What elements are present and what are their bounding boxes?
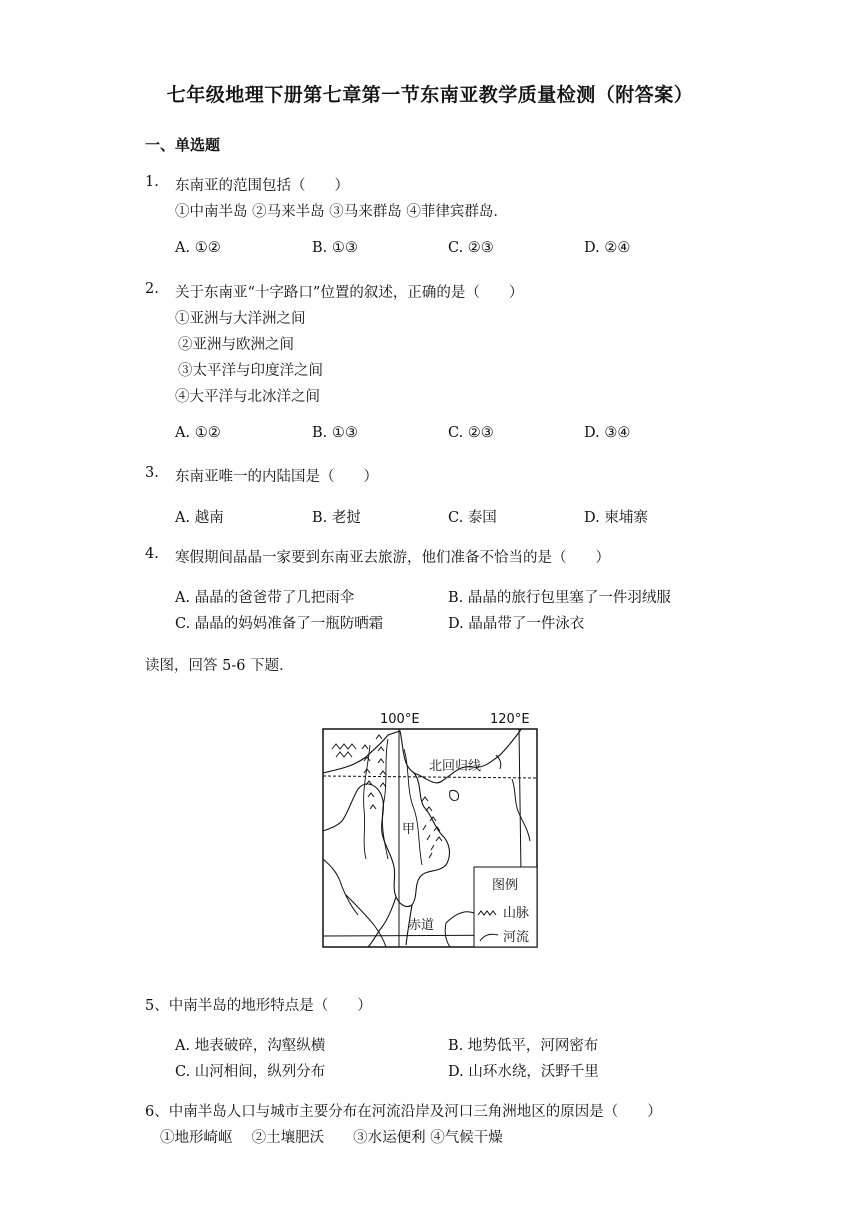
section-heading: 一、单选题 bbox=[145, 136, 221, 154]
lon-120-label: 120°E bbox=[490, 712, 530, 727]
legend-mountain-label: 山脉 bbox=[503, 906, 530, 921]
jia-label: 甲 bbox=[402, 822, 416, 837]
q4-option-d[interactable]: D. 晶晶带了一件泳衣 bbox=[448, 616, 585, 632]
q1-option-b[interactable]: B. ①③ bbox=[312, 240, 358, 256]
tropic-label: 北回归线 bbox=[429, 759, 482, 774]
q1-stem: 东南亚的范围包括（ ） bbox=[175, 178, 349, 194]
q1-sub: ①中南半岛 ②马来半岛 ③马来群岛 ④菲律宾群岛． bbox=[175, 204, 508, 220]
q5-option-d[interactable]: D. 山环水绕，沃野千里 bbox=[448, 1064, 599, 1080]
q4-number: 4. bbox=[145, 546, 159, 562]
q2-option-d[interactable]: D. ③④ bbox=[584, 425, 631, 441]
southeast-asia-map bbox=[322, 709, 540, 951]
q2-item-4: ④大平洋与北冰洋之间 bbox=[175, 389, 320, 405]
equator-label: 赤道 bbox=[408, 918, 435, 933]
q1-option-a[interactable]: A. ①② bbox=[175, 240, 221, 256]
q2-item-2: ②亚洲与欧洲之间 bbox=[178, 337, 294, 353]
q3-option-a[interactable]: A. 越南 bbox=[175, 510, 224, 526]
q4-option-c[interactable]: C. 晶晶的妈妈准备了一瓶防晒霜 bbox=[175, 616, 384, 632]
q6-stem: 6、中南半岛人口与城市主要分布在河流沿岸及河口三角洲地区的原因是（ ） bbox=[145, 1104, 662, 1120]
legend-title: 图例 bbox=[492, 878, 519, 893]
q4-option-b[interactable]: B. 晶晶的旅行包里塞了一件羽绒服 bbox=[448, 590, 671, 606]
q6-sub: ①地形崎岖 ②土壤肥沃 ③水运便利 ④气候干燥 bbox=[160, 1130, 503, 1146]
legend-river-label: 河流 bbox=[503, 930, 530, 945]
q1-option-d[interactable]: D. ②④ bbox=[584, 240, 631, 256]
q3-stem: 东南亚唯一的内陆国是（ ） bbox=[175, 469, 378, 485]
q2-item-1: ①亚洲与大洋洲之间 bbox=[175, 311, 306, 327]
lon-100-label: 100°E bbox=[380, 712, 420, 727]
q2-option-a[interactable]: A. ①② bbox=[175, 425, 221, 441]
q5-option-c[interactable]: C. 山河相间，纵列分布 bbox=[175, 1064, 326, 1080]
q5-option-a[interactable]: A. 地表破碎，沟壑纵横 bbox=[175, 1038, 326, 1054]
q3-option-c[interactable]: C. 泰国 bbox=[448, 510, 497, 526]
q1-number: 1. bbox=[145, 174, 159, 190]
q5-option-b[interactable]: B. 地势低平，河网密布 bbox=[448, 1038, 599, 1054]
q1-option-c[interactable]: C. ②③ bbox=[448, 240, 494, 256]
q3-option-b[interactable]: B. 老挝 bbox=[312, 510, 361, 526]
page-title: 七年级地理下册第七章第一节东南亚教学质量检测（附答案） bbox=[166, 84, 694, 106]
read-map-instruction: 读图，回答 5-6 下题． bbox=[145, 658, 294, 674]
q3-number: 3. bbox=[145, 465, 159, 481]
q4-stem: 寒假期间晶晶一家要到东南亚去旅游，他们准备不恰当的是（ ） bbox=[175, 550, 610, 566]
q2-item-3: ③太平洋与印度洋之间 bbox=[178, 363, 323, 379]
q2-option-b[interactable]: B. ①③ bbox=[312, 425, 358, 441]
q2-option-c[interactable]: C. ②③ bbox=[448, 425, 494, 441]
q4-option-a[interactable]: A. 晶晶的爸爸带了几把雨伞 bbox=[175, 590, 355, 606]
q2-number: 2. bbox=[145, 281, 159, 297]
q3-option-d[interactable]: D. 柬埔寨 bbox=[584, 510, 648, 526]
q5-stem: 5、中南半岛的地形特点是（ ） bbox=[145, 998, 372, 1014]
q2-stem: 关于东南亚“十字路口”位置的叙述，正确的是（ ） bbox=[175, 285, 524, 301]
